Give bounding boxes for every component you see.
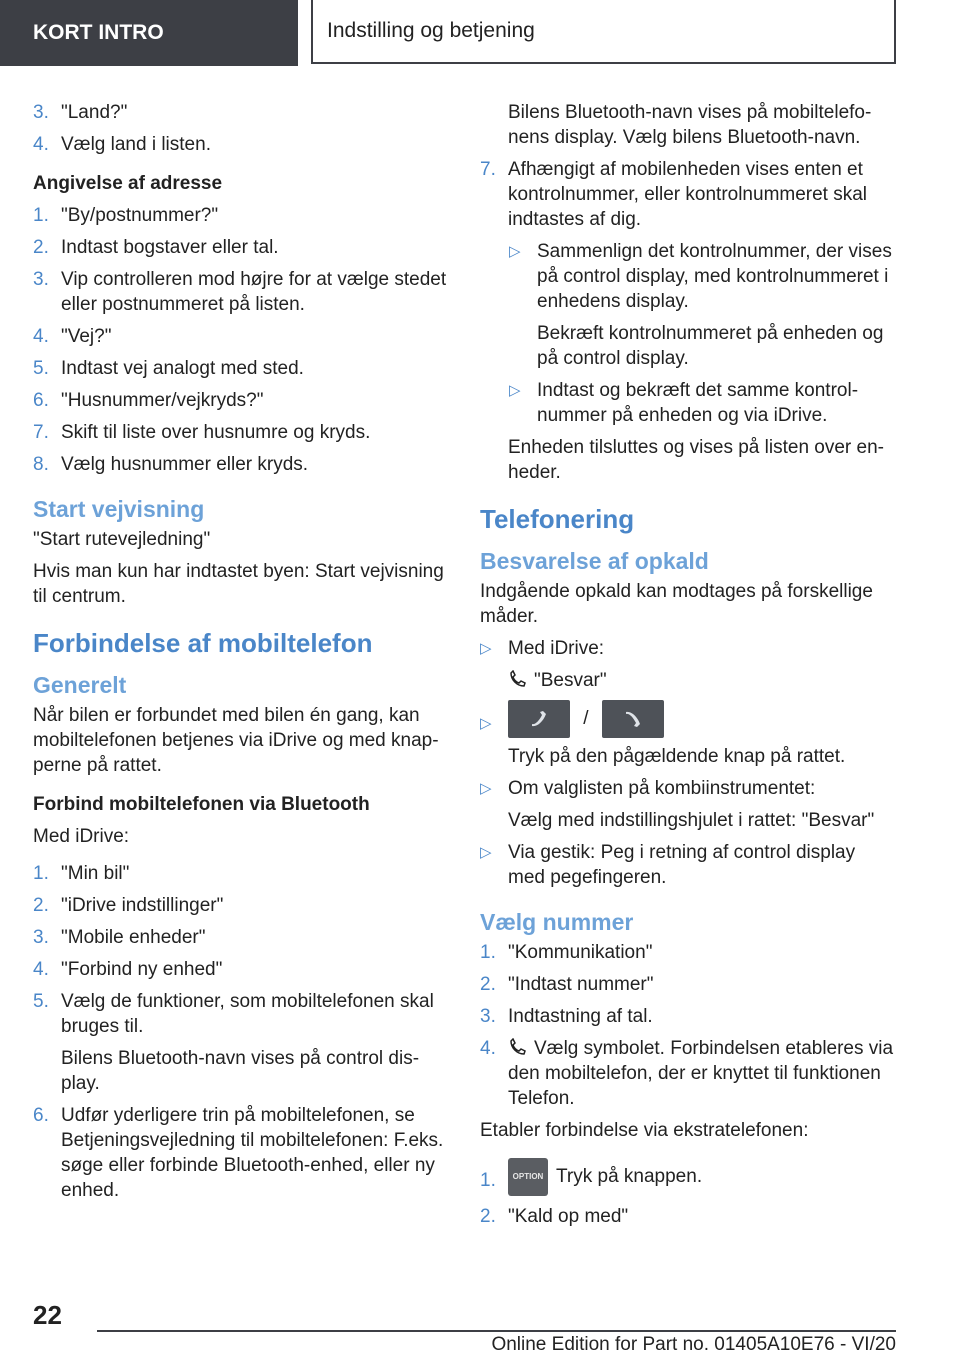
list-number: 1. <box>33 205 49 226</box>
list-number: 4. <box>33 326 49 347</box>
list-item <box>33 235 448 260</box>
list-item <box>480 940 895 965</box>
bullet-text: Via gestik: Peg i retning af control display med pegefingeren. <box>508 842 856 888</box>
list-text: Indtast vej analogt med sted. <box>61 358 304 379</box>
footer-divider <box>97 1330 896 1332</box>
list-text: "Kald op med" <box>508 1206 629 1227</box>
general-paragraph: Når bilen er forbundet med bilen én gang, kan mobiltelefonen betjenes via iDrive og med knapperne på rattet. <box>33 705 439 776</box>
triangle-bullet-icon: ▷ <box>480 715 492 732</box>
list-item <box>33 356 448 381</box>
bullet-text: Om valglisten på kombiinstrumentet: <box>508 778 816 799</box>
bullet-text: Med iDrive: <box>508 638 605 659</box>
bullet-item <box>480 378 895 428</box>
list-number: 4. <box>33 134 49 155</box>
bluetooth-heading: Forbind mobiltelefonen via Bluetooth <box>33 794 370 815</box>
list-number: 1. <box>33 863 49 884</box>
start-paragraph: "Start rutevejledning" <box>33 529 211 550</box>
end-call-button-icon <box>602 700 664 738</box>
list-item <box>33 452 448 477</box>
list-number: 5. <box>33 991 49 1012</box>
left-column <box>33 100 448 1210</box>
list-item <box>33 1103 448 1203</box>
list-text: "Indtast nummer" <box>508 974 654 995</box>
list-number: 7. <box>480 159 496 180</box>
with-idrive-text: Med iDrive: <box>33 826 130 847</box>
list-item <box>33 861 448 886</box>
start-heading: Start vejvisning <box>33 496 205 522</box>
list-text: "By/postnummer?" <box>61 205 219 226</box>
list-number: 8. <box>33 454 49 475</box>
telephony-heading: Telefonering <box>480 504 635 534</box>
triangle-bullet-icon: ▷ <box>509 382 521 399</box>
bullet-text: Sammenlign det kontrolnummer, der vises på control display, med kontrolnummeret i enhedens display. <box>537 241 892 312</box>
list-item <box>480 972 895 997</box>
list-text: "iDrive indstillinger" <box>61 895 224 916</box>
list-text: "Husnummer/vejkryds?" <box>61 390 264 411</box>
address-heading: Angivelse af adresse <box>33 173 223 194</box>
chapter-title: Indstilling og betjening <box>311 0 896 64</box>
extra-phone-paragraph: Etabler forbindelse via ekstratelefonen: <box>480 1120 809 1141</box>
list-text: Vælg husnummer eller kryds. <box>61 454 309 475</box>
list-item <box>480 1204 895 1229</box>
bullet-item <box>480 700 895 738</box>
bullet-subtext: Vælg med indstillingshjulet i rattet: "Besvar" <box>508 810 875 831</box>
list-text: Vælg symbolet. Forbindelsen etableres via den mobiltelefon, der er knyttet til funktionen Telefon. <box>508 1038 894 1109</box>
right-column <box>480 100 895 1236</box>
list-number: 6. <box>33 1105 49 1126</box>
list-item <box>33 100 448 125</box>
start-paragraph: Hvis man kun har indtastet byen: Start vejvisning til centrum. <box>33 561 444 607</box>
slash-separator: / <box>583 708 589 730</box>
triangle-bullet-icon: ▷ <box>509 243 521 260</box>
bullet-subtext: Tryk på den pågældende knap på rattet. <box>508 746 846 767</box>
section-tab: KORT INTRO <box>0 0 298 66</box>
list-text: Skift til liste over husnumre og kryds. <box>61 422 371 443</box>
general-heading: Generelt <box>33 672 127 698</box>
list-number: 1. <box>480 942 496 963</box>
list-number: 2. <box>33 895 49 916</box>
bullet-item <box>480 840 895 890</box>
list-number: 6. <box>33 390 49 411</box>
bullet-item <box>480 636 895 661</box>
phone-icon <box>508 1038 528 1056</box>
answer-label: "Besvar" <box>534 670 607 691</box>
list-text: "Min bil" <box>61 863 130 884</box>
bullet-text: Indtast og bekræft det samme kontrolnummer på enheden og via iDrive. <box>537 380 859 426</box>
list-number: 5. <box>33 358 49 379</box>
list-item <box>33 388 448 413</box>
list-item <box>33 324 448 349</box>
list-item <box>33 203 448 228</box>
list-number: 1. <box>480 1170 496 1191</box>
list-number: 3. <box>33 269 49 290</box>
list-item <box>33 925 448 950</box>
list-item <box>480 1036 895 1111</box>
bullet-item <box>480 239 895 314</box>
triangle-bullet-icon: ▷ <box>480 640 492 657</box>
list-item <box>480 1157 895 1197</box>
number-heading: Vælg nummer <box>480 909 634 935</box>
list-text: "Kommunikation" <box>508 942 653 963</box>
list-text: Udfør yderligere trin på mobiltelefonen, se Betjeningsvejledning til mobiltelefonen: F.eks. søge eller forbinde Bluetooth-enhed, eller ny enhed. <box>61 1105 444 1201</box>
list-text: Indtast bogstaver eller tal. <box>61 237 279 258</box>
page-header <box>0 0 960 66</box>
bullet-item <box>480 776 895 801</box>
list-item <box>480 157 895 232</box>
list-subtext: Enheden tilsluttes og vises på listen over enheder. <box>508 437 884 483</box>
list-item <box>33 989 448 1039</box>
option-button-icon: OPTION <box>508 1158 548 1196</box>
accept-call-button-icon <box>508 700 570 738</box>
answer-paragraph: Indgående opkald kan modtages på forskellige måder. <box>480 581 873 627</box>
list-number: 3. <box>480 1006 496 1027</box>
list-item <box>33 132 448 157</box>
list-number: 4. <box>480 1038 496 1059</box>
list-number: 7. <box>33 422 49 443</box>
list-text: "Land?" <box>61 102 128 123</box>
connect-heading: Forbindelse af mobiltelefon <box>33 628 373 658</box>
list-item <box>33 893 448 918</box>
list-subtext: Bilens Bluetooth-navn vises på mobiltelefonens display. Vælg bilens Bluetooth-navn. <box>508 102 872 148</box>
list-number: 3. <box>33 102 49 123</box>
list-text: Afhængigt af mobilenheden vises enten et kontrolnummer, eller kontrolnummeret skal indtastes af dig. <box>508 159 868 230</box>
list-item <box>33 957 448 982</box>
list-item <box>33 267 448 317</box>
list-item <box>480 1004 895 1029</box>
bullet-subtext: Bekræft kontrolnummeret på enheden og på control display. <box>537 323 884 369</box>
list-subtext: Bilens Bluetooth-navn vises på control display. <box>61 1048 420 1094</box>
triangle-bullet-icon: ▷ <box>480 780 492 797</box>
bullet-subtext <box>480 668 895 693</box>
triangle-bullet-icon: ▷ <box>480 844 492 861</box>
list-number: 2. <box>480 974 496 995</box>
list-text: "Forbind ny enhed" <box>61 959 223 980</box>
footer-edition: Online Edition for Part no. 01405A10E76 - VI/20 <box>491 1334 896 1355</box>
list-text: Tryk på knappen. <box>556 1166 703 1187</box>
list-item <box>33 420 448 445</box>
phone-icon <box>508 670 528 688</box>
list-text: Indtastning af tal. <box>508 1006 653 1027</box>
page-number: 22 <box>33 1300 62 1330</box>
list-number: 3. <box>33 927 49 948</box>
list-text: "Vej?" <box>61 326 112 347</box>
list-number: 4. <box>33 959 49 980</box>
list-number: 2. <box>33 237 49 258</box>
list-text: Vælg land i listen. <box>61 134 211 155</box>
list-number: 2. <box>480 1206 496 1227</box>
list-text: Vip controlleren mod højre for at vælge stedet eller postnummeret på listen. <box>61 269 447 315</box>
list-text: Vælg de funktioner, som mobiltelefonen skal bruges til. <box>61 991 434 1037</box>
answer-heading: Besvarelse af opkald <box>480 548 709 574</box>
list-text: "Mobile enheder" <box>61 927 206 948</box>
